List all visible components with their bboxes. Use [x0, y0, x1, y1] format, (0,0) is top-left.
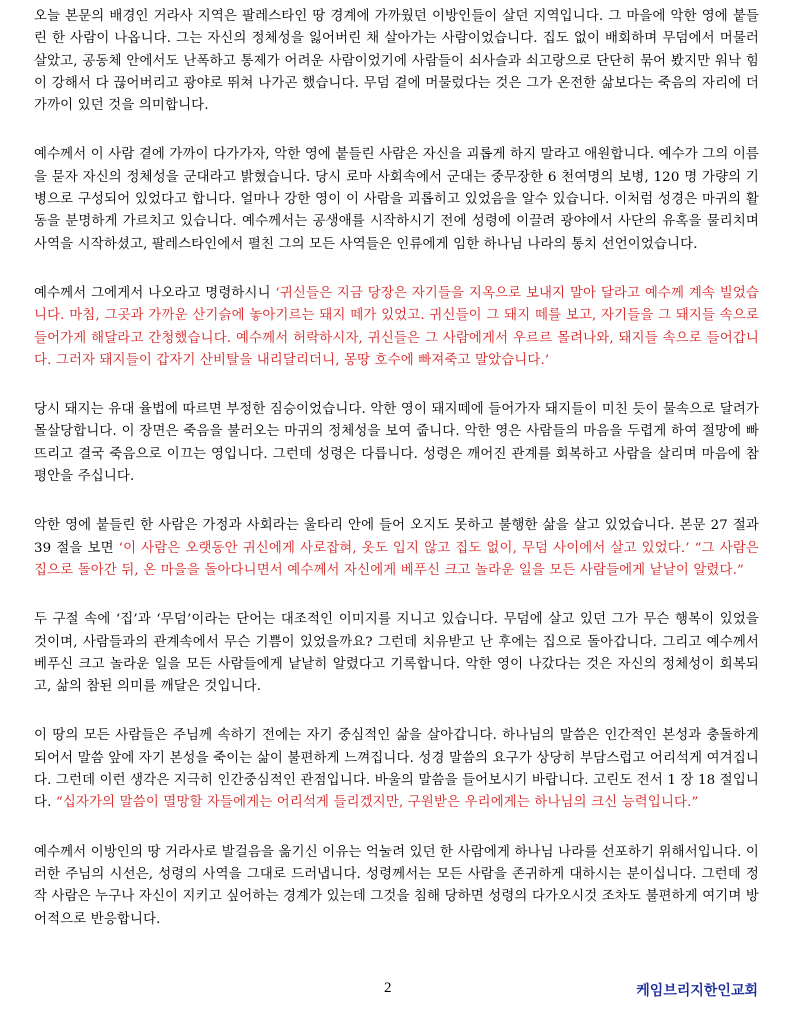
paragraph-text: 악한 영에 붙들린 한 사람은 가정과 사회라는 울타리 안에 들어 오지도 못하고 불행한 삶을 살고 있었습니다. 본문 27 절과 39 절을 보면: [34, 518, 759, 556]
paragraph: [34, 609, 759, 698]
scripture-quote: ‘귀신들은 지금 당장은 자기들을 지옥으로 보내지 말아 달라고 예수께 계속 빌었습니다. 마침, 그곳과 가까운 산기슭에 놓아기르는 돼지 떼가 있었고. 귀신들이 그 돼지 떼를 보고, 자기들을 그 돼지들 속으로 들어가게 해달라고 간청했습니다. 예수께서 허락하시자, 귀신들은 그 사람에게서 우르르 몰려나와, 돼지들 속으로 들어갑니다. 그러자 돼지들이 갑자기 산비탈을 내리달리더니, 몽땅 호수에 빠져죽고 말았습니다.’: [34, 285, 759, 368]
paragraph: [34, 399, 759, 488]
paragraph-text: 오늘 본문의 배경인 거라사 지역은 팔레스타인 땅 경계에 가까웠던 이방인들이 살던 지역입니다. 그 마을에 악한 영에 붙들린 한 사람이 나옵니다. 그는 자신의 정체성을 잃어버린 채 살아가는 사람이었습니다. 집도 없이 배회하며 무덤에서 머물러 살았고, 공동체 안에서도 난폭하고 통제가 어려운 사람이었기에 사람들이 쇠사슬과 쇠고랑으로 단단히 묶어 봤지만 워낙 힘이 강해서 다 끊어버리고 광야로 뛰쳐 나가곤 했습니다. 무덤 곁에 머물렀다는 것은 그가 온전한 삶보다는 죽음의 자리에 더 가까이 있던 것을 의미합니다.: [34, 9, 759, 114]
scripture-quote: “십자가의 말씀이 멸망할 자들에게는 어리석게 들리겠지만, 구원받은 우리에게는 하나님의 크신 능력입니다.”: [55, 795, 699, 811]
paragraph: [34, 6, 759, 117]
church-name: 케임브리지한인교회: [636, 983, 758, 999]
paragraph-text: 예수께서 그에게서 나오라고 명령하시니: [34, 285, 276, 301]
paragraph-text: 이 땅의 모든 사람들은 주님께 속하기 전에는 자기 중심적인 삶을 살아갑니다. 하나님의 말씀은 인간적인 본성과 충돌하게 되어서 말씀 앞에 자기 본성을 죽이는 삶이 불편하게 느껴집니다. 성경 말씀의 요구가 상당히 부담스럽고 어리석게 여겨집니다. 그런데 이런 생각은 지극히 인간중심적인 관점입니다. 바울의 말씀을 들어보시기 바랍니다. 고린도 전서 1 장 18 절입니다.: [34, 728, 759, 811]
paragraph: [34, 144, 759, 255]
paragraph: [34, 283, 759, 372]
paragraph: [34, 515, 759, 582]
sermon-body: [34, 6, 759, 958]
paragraph-text: 예수께서 이 사람 곁에 가까이 다가가자, 악한 영에 붙들린 사람은 자신을 괴롭게 하지 말라고 애원합니다. 예수가 그의 이름을 묻자 자신의 정체성을 군대라고 밝혔습니다. 당시 로마 사회속에서 군대는 중무장한 6 천여명의 보병, 120 명 가량의 기병으로 구성되어 있었다고 합니다. 얼마나 강한 영이 이 사람을 괴롭히고 있었음을 알수 있습니다. 이처럼 성경은 마귀의 활동을 분명하게 가르치고 있습니다. 예수께서는 공생애를 시작하시기 전에 성령에 이끌려 광야에서 사단의 유혹을 물리치며 사역을 시작하셨고, 팔레스타인에서 펼친 그의 모든 사역들은 인류에게 임한 하나님 나라의 통치 선언이었습니다.: [34, 147, 759, 252]
paragraph: [34, 842, 759, 931]
page-number: 2: [384, 980, 392, 996]
paragraph-text: 두 구절 속에 ‘집’과 ‘무덤’이라는 단어는 대조적인 이미지를 지니고 있습니다. 무덤에 살고 있던 그가 무슨 행복이 있었을 것이며, 사람들과의 관계속에서 무슨 기쁨이 있었을까요? 그런데 치유받고 난 후에는 집으로 돌아갑니다. 그리고 예수께서 베푸신 크고 놀라운 일을 모든 사람들에게 낱낱히 알렸다고 기록합니다. 악한 영이 나갔다는 것은 자신의 정체성이 회복되고, 삶의 참된 의미를 깨달은 것입니다.: [34, 612, 759, 695]
paragraph: [34, 725, 759, 814]
paragraph-text: 당시 돼지는 유대 율법에 따르면 부정한 짐승이었습니다. 악한 영이 돼지떼에 들어가자 돼지들이 미친 듯이 물속으로 달려가 몰살당합니다. 이 장면은 죽음을 불러오는 마귀의 정체성을 보여 줍니다. 악한 영은 사람들의 마음을 두렵게 하여 절망에 빠뜨리고 결국 죽음으로 이끄는 영입니다. 그런데 성령은 다릅니다. 성령은 깨어진 관계를 회복하고 사람을 살리며 마음에 참 평안을 주십니다.: [34, 402, 759, 485]
paragraph-text: 예수께서 이방인의 땅 거라사로 발걸음을 옮기신 이유는 억눌려 있던 한 사람에게 하나님 나라를 선포하기 위해서입니다. 이러한 주님의 시선은, 성령의 사역을 그대로 드러냅니다. 성령께서는 모든 사람을 존귀하게 대하시는 분이십니다. 그런데 정작 사람은 누구나 자신이 지키고 싶어하는 경계가 있는데 그것을 침해 당하면 성령의 다가오시것 조차도 불편하게 여기며 방어적으로 반응합니다.: [34, 844, 759, 927]
scripture-quote: ‘이 사람은 오랫동안 귀신에게 사로잡혀, 옷도 입지 않고 집도 없이, 무덤 사이에서 살고 있었다.’ “그 사람은 집으로 돌아간 뒤, 온 마을을 돌아다니면서 예수께서 자신에게 베푸신 크고 놀라운 일을 모든 사람들에게 낱낱이 알렸다.”: [34, 540, 760, 578]
